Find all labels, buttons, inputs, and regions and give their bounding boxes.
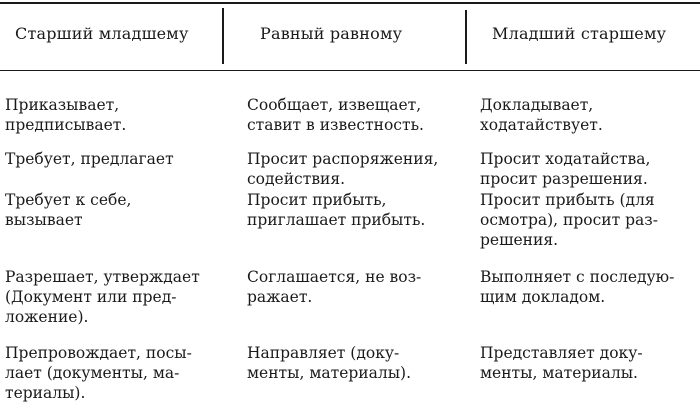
column-header-senior-to-junior: Старший младшему (15, 24, 189, 43)
table-cell: Просит прибыть, приглашает прибыть. (247, 191, 426, 229)
table-cell: Приказывает, предписывает. (5, 96, 127, 134)
column-separator (465, 10, 467, 64)
table-top-rule (0, 2, 700, 4)
table-cell: Просит прибыть (для осмотра), просит раз- решения. (480, 191, 658, 249)
column-header-equal-to-equal: Равный равному (260, 24, 403, 43)
table-cell: Направляет (доку- менты, материалы). (247, 344, 412, 382)
header-divider-rule (0, 70, 700, 71)
table-cell: Просит ходатайства, просит разрешения. (480, 150, 651, 188)
table-cell: Соглашается, не воз- ражает. (247, 268, 422, 306)
table-cell: Разрешает, утверждает (Документ или пред- ложение). (5, 268, 200, 326)
table-cell: Представляет доку- менты, материалы. (480, 344, 643, 382)
table-cell: Сообщает, извещает, ставит в известность. (247, 96, 424, 134)
table-cell: Требует к себе, вызывает (5, 191, 132, 229)
table-cell: Требует, предлагает (5, 150, 174, 168)
table-cell: Просит распоряжения, содействия. (247, 150, 439, 188)
table-cell: Выполняет с последую- щим докладом. (480, 268, 675, 306)
column-separator (222, 8, 224, 64)
column-header-junior-to-senior: Младший старшему (492, 24, 667, 43)
table-cell: Препровождает, посы- лает (документы, ма- териалы). (5, 344, 192, 402)
table-cell: Докладывает, ходатайствует. (480, 96, 603, 134)
